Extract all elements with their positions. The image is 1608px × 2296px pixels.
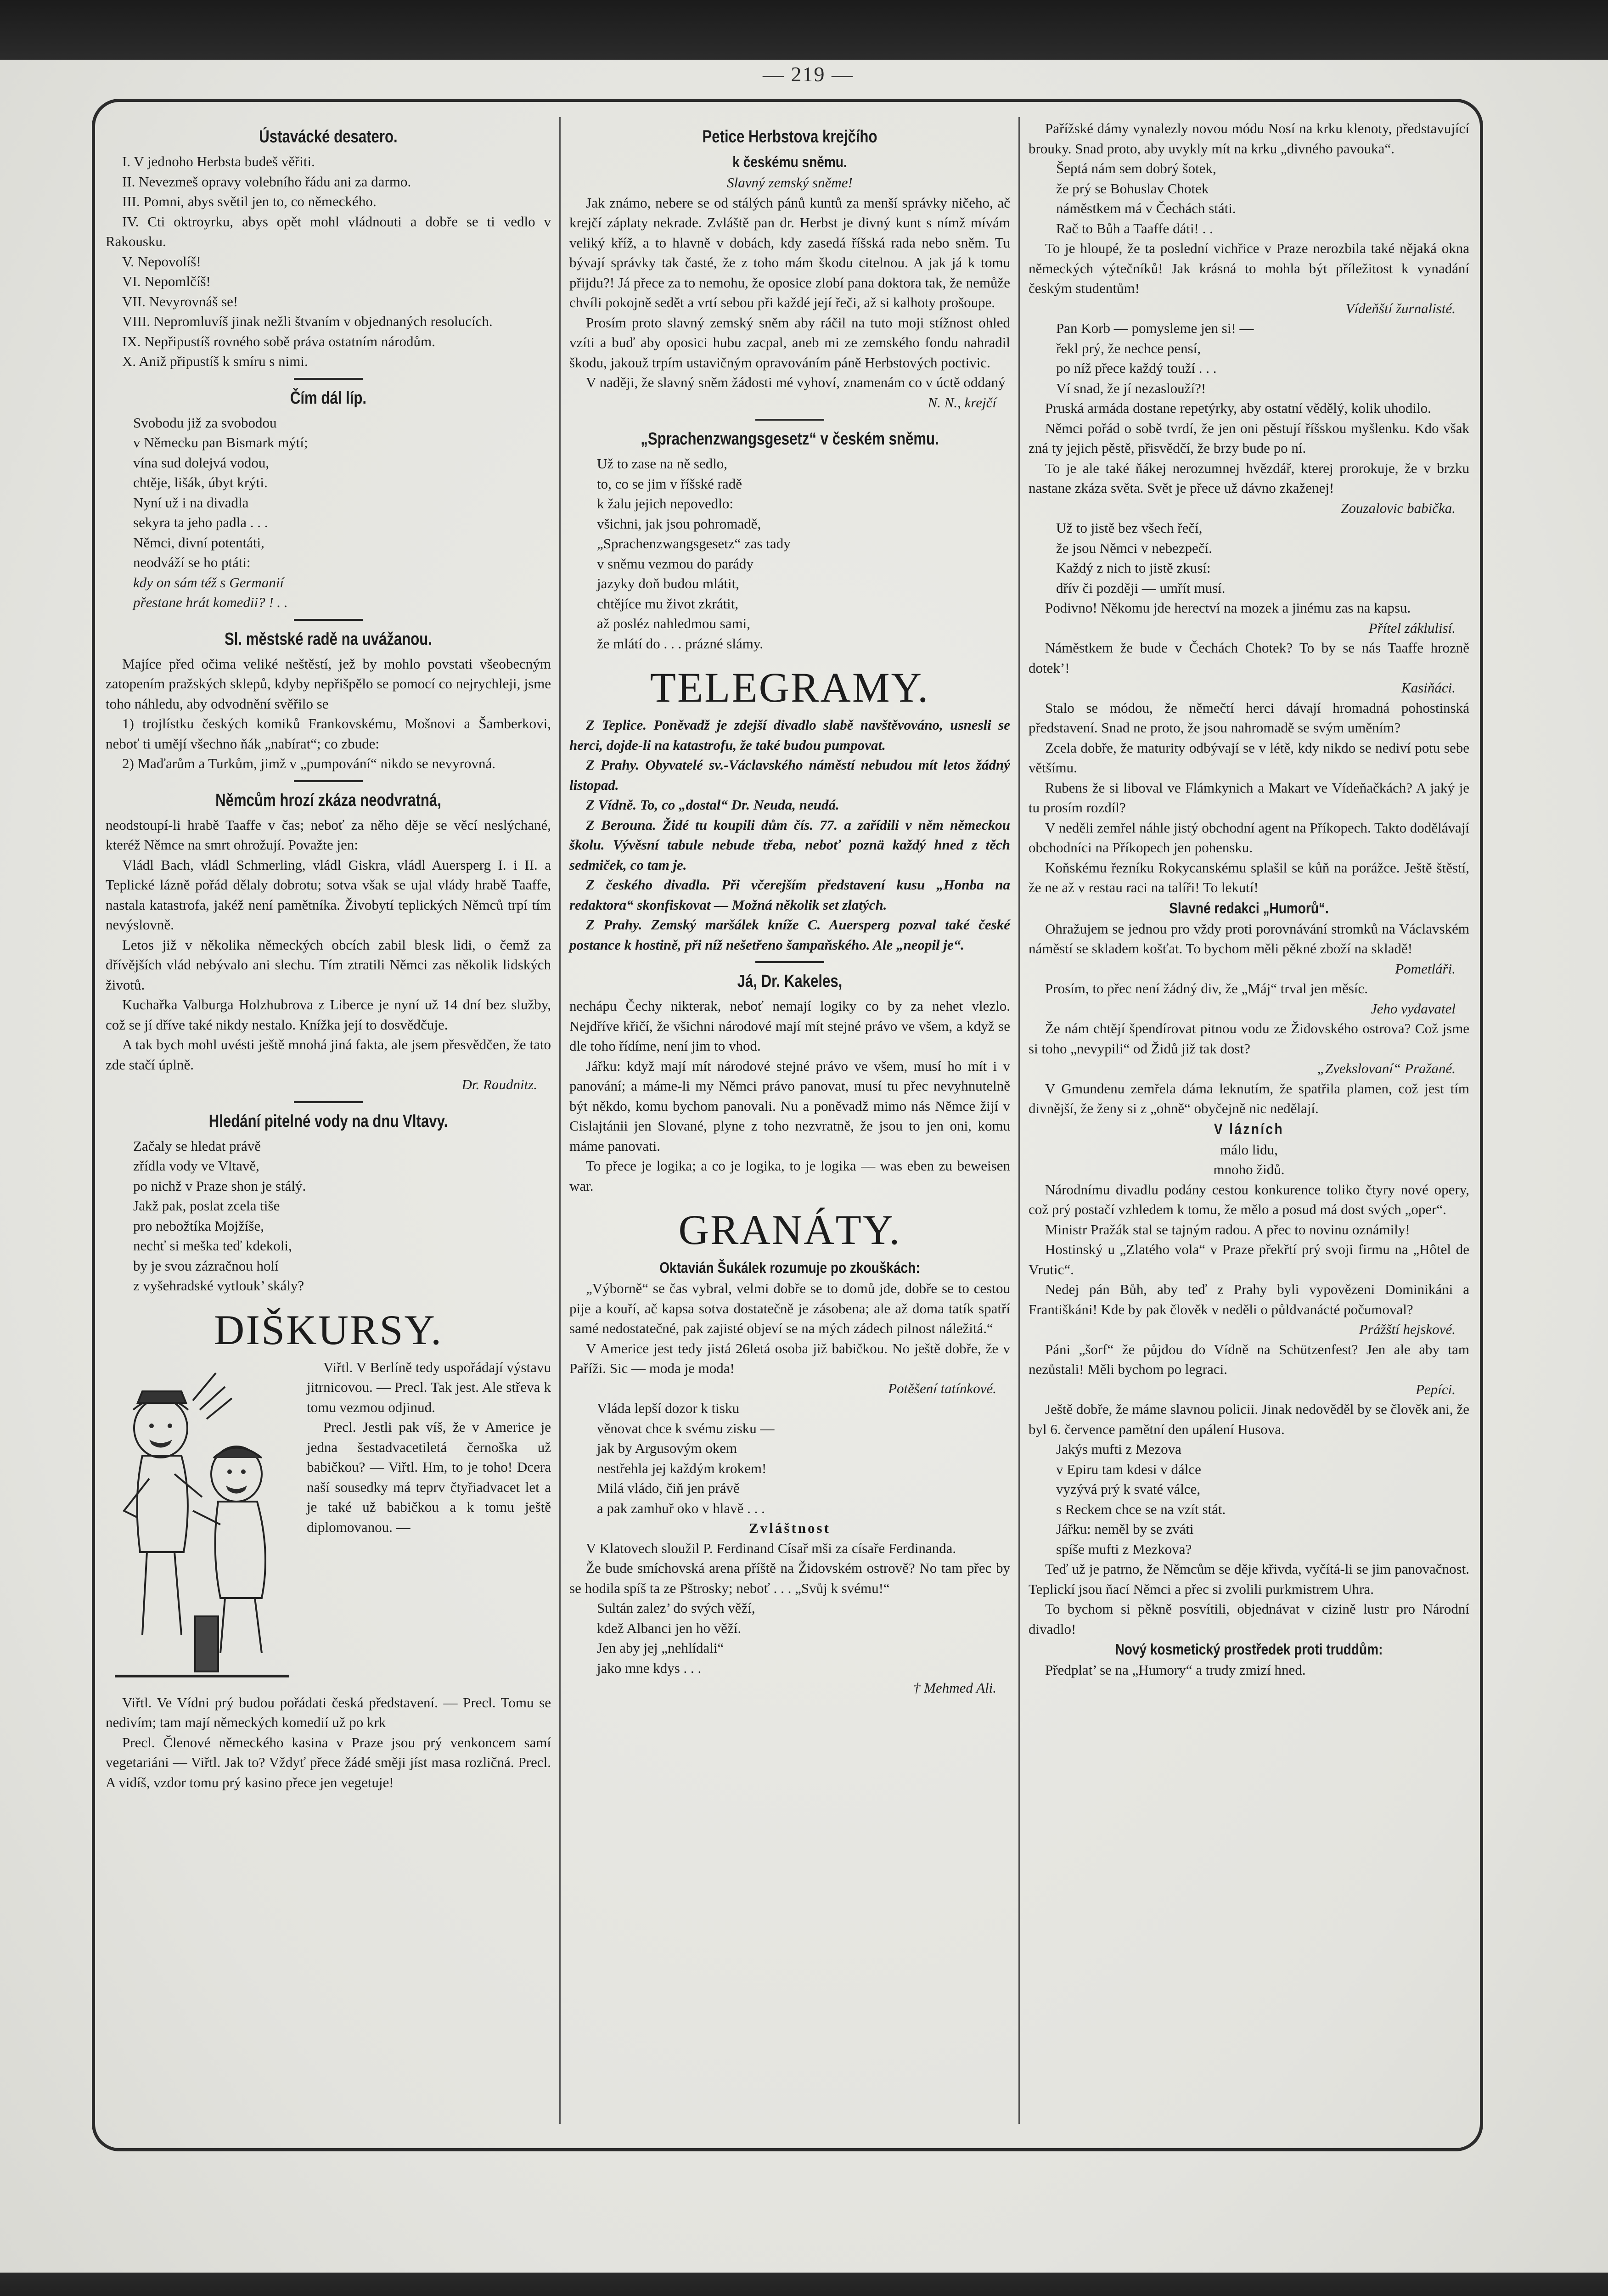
verse-line: z vyšehradské vytlouk’ skály? bbox=[133, 1277, 304, 1294]
verse-line: Němci, divní potentáti, bbox=[133, 534, 264, 551]
section-heading: Sl. městské radě na uvážanou. bbox=[224, 629, 432, 649]
verse-line: k žalu jejich nepovedlo: bbox=[597, 495, 733, 512]
verse-line: Vláda lepší dozor k tisku bbox=[597, 1400, 739, 1416]
section-heading: Němcům hrozí zkáza neodvratná, bbox=[215, 790, 441, 810]
verse-line: sekyra ta jeho padla . . . bbox=[133, 514, 268, 530]
paragraph: Teď už je patrno, že Němcům se děje křivda, vyčítá-li se jim panovačnost. Teplickí jsou ňací Němci a přec si zvolili purkmistrem Uhra. bbox=[1029, 1561, 1469, 1597]
list-item: II. Nevezmeš opravy volebního řádu ani za darmo. bbox=[122, 173, 411, 190]
verse-line: po nichž v Praze shon je stálý. bbox=[133, 1177, 306, 1194]
verse-line: že jsou Němci v nebezpečí. bbox=[1056, 540, 1212, 556]
section-divider bbox=[294, 780, 363, 782]
paragraph: Vládl Bach, vládl Schmerling, vládl Giskra, vládl Auersperg I. i II. a Teplické lázně pořád dělaly dobrotu; sotva však se ujal vlády hrabě Taaffe, nastala katastrofa, jakéž není pamětníka. Živobytí teplických Němců trpí tím nevýslovně. bbox=[106, 856, 551, 933]
paragraph: 2) Maďarům a Turkům, jimž v „pumpování“ nikdo se nevyrovná. bbox=[122, 755, 495, 771]
section-divider bbox=[294, 619, 363, 621]
paragraph: Pařížské dámy vynalezly novou módu Nosí na krku klenoty, představující brouky. Snad proto, aby uvykly mít na krku „divného pavouka“. bbox=[1029, 120, 1469, 157]
paragraph: To je ale také ňákej nerozumnej hvězdář, kterej prorokuje, že v brzku nastane zkáza světa. Svět je přece už dávno zkaženej! bbox=[1029, 460, 1469, 496]
paragraph: Předplat’ se na „Humory“ a trudy zmizí hned. bbox=[1045, 1662, 1306, 1678]
verse-line: Pan Korb — pomysleme jen si! — bbox=[1056, 320, 1254, 336]
verse-line: v Německu pan Bismark mýtí; bbox=[133, 434, 308, 450]
telegram: Z Prahy. Zemský maršálek kníže C. Auersperg pozval také české postance k hostině, při níž nešetřeno šampaňského. Ale „neopil je“. bbox=[569, 917, 1010, 953]
verse-line: náměstkem má v Čechách státi. bbox=[1056, 200, 1236, 216]
paragraph: To je hloupé, že ta poslední vichřice v Praze nerozbila také nějaká okna německých výtečníků! Jak krásná to mohla být příležitost k vynadání českým studentům! bbox=[1029, 240, 1469, 296]
verse-line: po níž přece každý touží . . . bbox=[1056, 360, 1217, 376]
section-subheading: k českému sněmu. bbox=[732, 153, 847, 170]
section-subheading: Oktavián Šukálek rozumuje po zkouškách: bbox=[659, 1259, 920, 1276]
paragraph: Prosím, to přec není žádný div, že „Máj“ trval jen měsíc. bbox=[1045, 980, 1368, 996]
section-heading-large: DIŠKURSY. bbox=[214, 1306, 443, 1353]
paragraph: Že bude smíchovská arena příště na Židovském ostrově? No tam přec by se hodila spíš ta ze Pštrosky; neboť . . . „Svůj k svému!“ bbox=[569, 1560, 1010, 1596]
signature: Kasiňáci. bbox=[1401, 680, 1456, 696]
left-column bbox=[106, 118, 551, 1792]
list-item: V. Nepovolíš! bbox=[122, 253, 201, 270]
verse-line: Svobodu již za svobodou bbox=[133, 414, 277, 431]
signature: Vídeňští žurnalisté. bbox=[1345, 300, 1456, 316]
paragraph: To bychom si pěkně posvítili, objednávat v cizině lustr pro Národní divadlo! bbox=[1029, 1601, 1469, 1637]
verse-line: mnoho židů. bbox=[1213, 1161, 1285, 1177]
verse-line: Jakž pak, poslat zcela tiše bbox=[133, 1198, 280, 1214]
verse-line: věnovat chce k svému zisku — bbox=[597, 1420, 775, 1436]
scan-top-edge bbox=[0, 0, 1608, 60]
section-heading: Hledání pitelné vody na dnu Vltavy. bbox=[208, 1111, 448, 1131]
verse-line: že prý se Bohuslav Chotek bbox=[1056, 180, 1209, 197]
paragraph: Že nám chtějí špendírovat pitnou vodu ze Židovského ostrova? Což jsme si toho „nevypili“ od Židů již tak dost? bbox=[1029, 1020, 1469, 1057]
paragraph: 1) trojlístku českých komiků Frankovskému, Mošnovi a Šamberkovi, neboť ti umějí všechno ňák „nabírat“; co zbude: bbox=[106, 715, 551, 752]
column-divider bbox=[559, 117, 561, 2124]
section-heading: Já, Dr. Kakeles, bbox=[737, 972, 843, 991]
signature: Pepíci. bbox=[1416, 1381, 1456, 1397]
signature: Dr. Raudnitz. bbox=[461, 1076, 537, 1092]
paragraph: Páni „šorf“ že půjdou do Vídně na Schützenfest? Jen ale aby tam nezůstali! Měli bychom po legraci. bbox=[1029, 1341, 1469, 1377]
paragraph: Koňskému řezníku Rokycanskému splašil se kůň na porážce. Ještě štěstí, že ne až v restau raci na talíři! To lekutí! bbox=[1029, 859, 1469, 895]
list-item: X. Aniž připustíš k smíru s nimi. bbox=[122, 353, 308, 369]
paragraph: V Americe jest tedy jistá 26letá osoba již babičkou. No ještě dobře, že v Paříži. Sic — moda je moda! bbox=[569, 1340, 1010, 1376]
verse-line: až posléz nahledmou sami, bbox=[597, 615, 751, 631]
verse-line: dřív či později — umřít musí. bbox=[1056, 580, 1226, 596]
verse-line: nestřehla jej každým krokem! bbox=[597, 1460, 767, 1476]
telegram: Z českého divadla. Při včerejším představení kusu „Honba na redaktora“ skonfiskovat — Možná několik set zlatých. bbox=[569, 877, 1010, 913]
section-heading: „Sprachenzwangsgesetz“ v českém sněmu. bbox=[641, 429, 939, 449]
signature: Zouzalovic babička. bbox=[1341, 500, 1456, 516]
column-divider bbox=[1018, 117, 1020, 2124]
numbered-list bbox=[106, 152, 551, 371]
telegram: Z Prahy. Obyvatelé sv.-Václavského náměstí nebudou mít letos žádný listopad. bbox=[569, 757, 1010, 793]
verse-line: zřídla vody ve Vltavě, bbox=[133, 1158, 259, 1174]
verse-line: kdy on sám též s Germanií bbox=[133, 574, 284, 591]
signature: N. N., krejčí bbox=[928, 394, 996, 411]
paragraph: Národnímu divadlu podány cestou konkurence toliko čtyry nové opery, což prý postačí vzhledem k tomu, že mělo a posud má dost svých „oper“. bbox=[1029, 1181, 1469, 1217]
list-item: IX. Nepřipustíš rovného sobě práva ostatním národům. bbox=[122, 333, 435, 349]
two-men-conversing-illustration bbox=[106, 1359, 298, 1690]
signature: † Mehmed Ali. bbox=[913, 1680, 996, 1696]
paragraph: nechápu Čechy nikterak, neboť nemají logiky co by za nehet vlezlo. Nejdříve křičí, že všichni národové mají mít stejné právo ve všem, a když se dle toho řídíme, není jim to vhod. bbox=[569, 998, 1010, 1054]
verse-line: s Reckem chce se na vzít stát. bbox=[1056, 1501, 1226, 1517]
verse-line: by je svou zázračnou holí bbox=[133, 1257, 279, 1274]
verse-line: v sněmu vezmou do parády bbox=[597, 555, 753, 572]
page-number: — 219 — bbox=[763, 62, 854, 86]
section-divider bbox=[294, 378, 363, 380]
telegram: Z Berouna. Židé tu koupili dům čís. 77. a zařídili v něm německou školu. Vývěsní tabule nebude třeba, neboť poznä každý hned z těch sedmiček, co tam je. bbox=[569, 816, 1010, 873]
section-heading: Slavné redakci „Humorů“. bbox=[1169, 899, 1329, 917]
verse-line: v Epiru tam kdesi v dálce bbox=[1056, 1461, 1201, 1477]
telegram: Z Vídně. To, co „dostal“ Dr. Neuda, neudá. bbox=[586, 797, 839, 813]
paragraph: Prosím proto slavný zemský sněm aby ráčil na tuto moji stížnost ohled vzíti a buď aby oposici hubu zacpal, aneb mi ze zemského fondu nahradil škodu, jakouž trpím ustavičným opravováním páně Herbstových poctivic. bbox=[569, 314, 1010, 371]
verse-line: spíše mufti z Mezkova? bbox=[1056, 1541, 1192, 1557]
verse-line: kdež Albanci jen ho věží. bbox=[597, 1620, 742, 1636]
section-heading: V lázních bbox=[1214, 1120, 1284, 1137]
scan-bottom-edge bbox=[0, 2273, 1608, 2296]
paragraph: V Klatovech sloužil P. Ferdinand Císař mši za císaře Ferdinanda. bbox=[586, 1540, 956, 1556]
salutation: Slavný zemský sněme! bbox=[727, 174, 853, 191]
signature: Prážští hejskové. bbox=[1359, 1321, 1456, 1337]
verse-line: přestane hrát komedii? ! . . bbox=[133, 594, 288, 610]
verse-line: Šeptá nám sem dobrý šotek, bbox=[1056, 160, 1216, 176]
verse-line: jak by Argusovým okem bbox=[597, 1440, 737, 1456]
paragraph: V naději, že slavný sněm žádosti mé vyhoví, znamenám co v úctě oddaný bbox=[586, 374, 1006, 390]
paragraph: To přece je logika; a co je logika, to je logika — was eben zu beweisen war. bbox=[569, 1158, 1010, 1194]
verse-line: řekl prý, že nechce pensí, bbox=[1056, 340, 1201, 356]
verse-line: málo lidu, bbox=[1220, 1141, 1278, 1158]
list-item: I. V jednoho Herbsta budeš věřiti. bbox=[122, 153, 315, 169]
dialogue-paragraph: Precl. Členové německého kasina v Praze jsou prý venkoncem samí vegetariáni — Viřtl. Jak to? Vždyť přece žádé směji jíst masa rozličná. Precl. A vidíš, vzdor tomu prý kasino přece jen vegetuje! bbox=[106, 1734, 551, 1790]
paragraph: Náměstkem že bude v Čechách Chotek? To by se nás Taaffe hrozně dotek’! bbox=[1029, 640, 1469, 676]
verse-line: chtěje, lišák, úbyt krýti. bbox=[133, 474, 268, 490]
signature: Potěšení tatínkové. bbox=[888, 1380, 996, 1396]
verse-line: pro nebožtíka Mojžíše, bbox=[133, 1217, 264, 1234]
signature: „Zvekslovaní“ Pražané. bbox=[1317, 1060, 1456, 1076]
paragraph: neodstoupí-li hrabě Taaffe v čas; neboť za něho děje se věcí neslýchané, kteréž Němce na smrt ohrožují. Považte jen: bbox=[106, 816, 551, 853]
section-heading: Nový kosmetický prostředek proti truddům: bbox=[1115, 1641, 1383, 1658]
verse-line: Začaly se hledat právě bbox=[133, 1137, 261, 1154]
verse-line: vyzývá prý k svaté válce, bbox=[1056, 1481, 1201, 1497]
verse-line: že mlátí do . . . prázné slámy. bbox=[597, 635, 764, 652]
section-subheading: Zvláštnost bbox=[749, 1520, 831, 1536]
verse-line: „Sprachenzwangsgesetz“ zas tady bbox=[597, 535, 791, 551]
paragraph: Rubens že si liboval ve Flámkynich a Makart ve Vídeňačkách? A jaký je tu prosím rozdíl? bbox=[1029, 779, 1469, 816]
verse-line: Sultán zalez’ do svých věží, bbox=[597, 1600, 755, 1616]
verse-line: neodváží se ho ptáti: bbox=[133, 554, 251, 570]
list-item: VIII. Nepromluvíš jinak nežli štvaním v objednaných resolucích. bbox=[122, 313, 493, 329]
telegram: Z Teplice. Poněvadž je zdejší divadlo slabě navštěvováno, usnesli se herci, dojde-li na katastrofu, že také budou pumpovat. bbox=[569, 717, 1010, 753]
paragraph: Kuchařka Valburga Holzhubrova z Liberce je nyní už 14 dní bez služby, což se jí dříve také nikdy nestalo. Knížka její to dosvědčuje. bbox=[106, 996, 551, 1033]
paragraph: Majíce před očima veliké neštěstí, jež by mohlo povstati všeobecným zatopením pražských sklepů, kdyby nepřišpělo se pomocí co nejrychleji, jsme toho náhledu, aby odvodnění svěřilo se bbox=[106, 655, 551, 712]
section-divider bbox=[294, 1101, 363, 1103]
section-divider bbox=[755, 419, 824, 421]
paragraph: Nedej pán Bůh, aby teď z Prahy byli vypovězeni Dominikáni a Františkáni! Kde by pak člověk v neděli o půldvanácté počumoval? bbox=[1029, 1281, 1469, 1317]
verse-line: chtějíce mu život zkrátit, bbox=[597, 595, 739, 612]
verse-line: všichni, jak jsou pohromadě, bbox=[597, 515, 761, 532]
dialogue-paragraph: Viřtl. Ve Vídni prý budou pořádati česká představení. — Precl. Tomu se nedivím; tam mají německých komedií už po krk bbox=[106, 1694, 551, 1730]
section-heading: Petice Herbstova krejčího bbox=[702, 127, 877, 146]
paragraph: Zcela dobře, že maturity odbývají se v létě, kdy nikdo se nediví potu sebe většímu. bbox=[1029, 739, 1469, 776]
signature: Jeho vydavatel bbox=[1370, 1000, 1456, 1017]
verse-line: Už to zase na ně sedlo, bbox=[597, 456, 728, 472]
right-column bbox=[1029, 118, 1469, 1680]
section-heading: Ústavácké desatero. bbox=[259, 127, 398, 146]
paragraph: Stalo se módou, že němečtí herci dávají hromadná pohostinská představení. Snad ne proto, že jsou nahromadě se svým uměním? bbox=[1029, 699, 1469, 736]
verse-line: Jářku: neměl by se zváti bbox=[1056, 1521, 1194, 1537]
paragraph: V Gmundenu zemřela dáma leknutím, že spatřila plamen, což jest tím divnější, že ženy si z „ohně“ obyčejně nic nedělají. bbox=[1029, 1080, 1469, 1116]
list-item: VI. Nepomlčíš! bbox=[122, 273, 211, 289]
verse-line: Nyní už i na divadla bbox=[133, 494, 249, 511]
dialogue-paragraph: Precl. Jestli pak víš, že v Americe je jedna šestadvacetiletá černoška už babičkou? — Viřtl. Hm, to je toho! Dcera naší sousedky má teprv čtyřiadvacet let a je také už babičkou a k tomu ještě diplomovanou. — bbox=[307, 1419, 551, 1535]
section-heading: Čím dál líp. bbox=[290, 388, 367, 408]
paragraph: A tak bych mohl uvésti ještě mnohá jiná fakta, ale jsem přesvědčen, že tato zde stačí úplně. bbox=[106, 1036, 551, 1073]
verse-line: Ví snad, že jí nezaslouží?! bbox=[1056, 380, 1206, 396]
verse-line: nechť si meška teď kdekoli, bbox=[133, 1238, 292, 1254]
dialogue-paragraph: Viřtl. V Berlíně tedy uspořádají výstavu jitrnicovou. — Precl. Tak jest. Ale střeva k tomu vezmou odjinud. bbox=[307, 1359, 551, 1415]
verse-line: Jakýs mufti z Mezova bbox=[1056, 1441, 1181, 1457]
paragraph: Němci pořád o sobě tvrdí, že jen oni pěstují říšskou myšlenku. Kdo však zná ty jejich pěstě, přisvědčí, že brzy bude po ní. bbox=[1029, 420, 1469, 456]
paragraph: Jak známo, nebere se od stálých pánů kuntů za menší správky ničeho, ač krejčí záplaty nekrade. Zvláště pan dr. Herbst je divný kunt s nímž mívám veliký kříž, a to hlavně v dobách, kdy zasedá říšská rada nebo sněm. Tu bývají správky tak časté, že z toho mám škodu citelnou. A jak já k tomu přijdu?! Já přece za to nemohu, že oposice zlobí pana doktora tak, že nemůže chvíli pokojně sedět a vrtí sebou při každé její řeči, až si kalhoty prošoupe. bbox=[569, 194, 1010, 310]
paragraph: Ministr Pražák stal se tajným radou. A přec to novinu oznámily! bbox=[1045, 1221, 1410, 1238]
paragraph: „Výborně“ se čas vybral, velmi dobře se to domů jde, dobře se to cestou pije a kouří, ač kapsa sotva dostatečně je zásobena; ale až doma tatík spatří samé nedostatečné, pak zajisté objeví se na mých zádech pilnost náležitá.“ bbox=[569, 1280, 1010, 1336]
verse-line: jako mne kdys . . . bbox=[597, 1660, 702, 1676]
verse-line: vína sud dolejvá vodou, bbox=[133, 454, 270, 471]
verse-line: to, co se jim v říšské radě bbox=[597, 475, 742, 492]
paragraph: Ohražujem se jednou pro vždy proti porovnávání stromků na Václavském náměstí se skladem košťat. To bychom měli pěkné zboží na skladě! bbox=[1029, 920, 1469, 957]
verse-line: jazyky doň budou mlátit, bbox=[597, 575, 739, 591]
list-item: III. Pomni, abys světil jen to, co německého. bbox=[122, 193, 377, 209]
section-divider bbox=[755, 961, 824, 963]
list-item: IV. Cti oktroyrku, abys opět mohl vládnouti a dobře se ti vedlo v Rakousku. bbox=[106, 213, 551, 249]
verse-line: Rač to Bůh a Taaffe dáti! . . bbox=[1056, 220, 1213, 236]
section-heading-large: GRANÁTY. bbox=[678, 1206, 901, 1253]
paragraph: Jářku: když mají mít národové stejné právo ve všem, musí ho mít i v panování; a máme-li my Němci právo panovat, musí tu přec nevyhnutelně být někdo, komu bychom panovali. Nu a poněvadž mimo nás Němce žijí v Cislajtánii jen Slované, plyne z toho nezvratně, že jsou to jen oni, komu máme panovati. bbox=[569, 1058, 1010, 1154]
signature: Přítel záklulisí. bbox=[1368, 619, 1456, 636]
section-heading-large: TELEGRAMY. bbox=[650, 664, 930, 711]
paragraph: Pruská armáda dostane repetýrky, aby ostatní vědělý, kolik uhodilo. bbox=[1045, 400, 1431, 416]
verse-line: Jen aby jej „nehlídali“ bbox=[597, 1640, 724, 1656]
list-item: VII. Nevyrovnáš se! bbox=[122, 293, 238, 310]
paragraph: Ještě dobře, že máme slavnou policii. Jinak nedověděl by se člověk ani, že byl 6. července pamětní den upálení Husova. bbox=[1029, 1401, 1469, 1437]
verse-line: Každý z nich to jistě zkusí: bbox=[1056, 560, 1211, 576]
signature: Pometláři. bbox=[1395, 960, 1456, 977]
paragraph: V neděli zemřel náhle jistý obchodní agent na Příkopech. Takto dodělávají obchodníci na Příkopech jen pohensku. bbox=[1029, 819, 1469, 855]
verse-line: a pak zamhuř oko v hlavě . . . bbox=[597, 1500, 765, 1516]
verse-line: Milá vládo, čiň jen právě bbox=[597, 1480, 740, 1496]
paragraph: Hostinský u „Zlatého vola“ v Praze překřtí prý svoji firmu na „Hôtel de Vrutic“. bbox=[1029, 1241, 1469, 1277]
verse-line: Už to jistě bez všech řečí, bbox=[1056, 520, 1203, 536]
paragraph: Letos již v několika německých obcích zabil blesk lidi, o čemž za dřívějších vlád nebývalo ani slechu. Tím ztratili Němci zas několik lidských životů. bbox=[106, 936, 551, 993]
middle-column bbox=[569, 118, 1010, 1698]
paragraph: Podivno! Někomu jde herectví na mozek a jinému zas na kapsu. bbox=[1045, 600, 1411, 616]
